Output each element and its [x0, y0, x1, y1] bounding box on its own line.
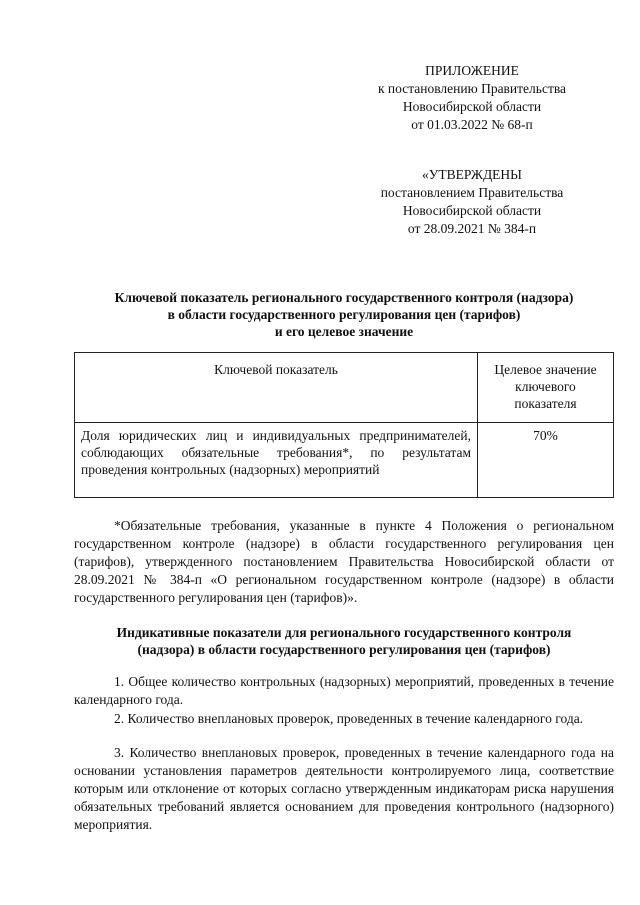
- list-item: 3. Количество внеплановых проверок, проведенных в течение календарного года на основании установления параметров деятельности контролируемого лица, соответствие которым или отклонение от которых согласно утвержденным индикаторам риска нарушения обязательных требований является основанием для проведения контрольного (надзорного) мероприятия.: [74, 745, 614, 832]
- key-indicator-table: [74, 352, 614, 498]
- header-target: Целевое значение ключевого показателя: [478, 353, 614, 423]
- appendix-stamp: [362, 62, 582, 134]
- appendix-line-3: от 01.03.2022 № 68-п: [411, 117, 533, 132]
- approved-title: «УТВЕРЖДЕНЫ: [422, 167, 522, 182]
- heading2-line-1: Индикативные показатели для регионального государственного контроля: [116, 625, 572, 640]
- cell-target: 70%: [478, 423, 614, 498]
- heading1-line-3: и его целевое значение: [274, 324, 414, 339]
- approved-line-1: постановлением Правительства: [380, 185, 564, 200]
- key-indicator-heading: [74, 289, 614, 340]
- approved-line-2: Новосибирской области: [402, 203, 542, 218]
- appendix-line-2: Новосибирской области: [402, 99, 542, 114]
- approved-line-3: от 28.09.2021 № 384-п: [407, 221, 537, 236]
- approved-stamp: [362, 166, 582, 238]
- cell-indicator: Доля юридических лиц и индивидуальных предпринимателей, соблюдающих обязательные требования*, по результатам проведения контрольных (надзорных) мероприятий: [75, 423, 478, 498]
- heading2-line-2: (надзора) в области государственного регулирования цен (тарифов): [137, 642, 551, 657]
- heading1-line-1: Ключевой показатель регионального государственного контроля (надзора): [114, 290, 574, 305]
- header-indicator: Ключевой показатель: [75, 353, 478, 423]
- heading1-line-2: в области государственного регулирования цен (тарифов): [167, 307, 521, 322]
- appendix-line-1: к постановлению Правительства: [377, 81, 567, 96]
- list-item: 2. Количество внеплановых проверок, проведенных в течение календарного года.: [114, 711, 584, 726]
- table-row: [75, 423, 614, 498]
- indicative-indicators-heading: [74, 624, 614, 658]
- list-item: 1. Общее количество контрольных (надзорных) мероприятий, проведенных в течение календарного года.: [74, 674, 614, 707]
- footnote: *Обязательные требования, указанные в пункте 4 Положения о региональном государственном контроле (надзоре) в области государственного регулирования цен (тарифов), утвержденного постановлением Правительства Новосибирской области от 28.09.2021 № 384-п «О региональном государственном контроле (надзоре) в области государственного регулирования цен (тарифов)».: [74, 518, 614, 605]
- table-header-row: [75, 353, 614, 423]
- appendix-title: ПРИЛОЖЕНИЕ: [425, 63, 519, 78]
